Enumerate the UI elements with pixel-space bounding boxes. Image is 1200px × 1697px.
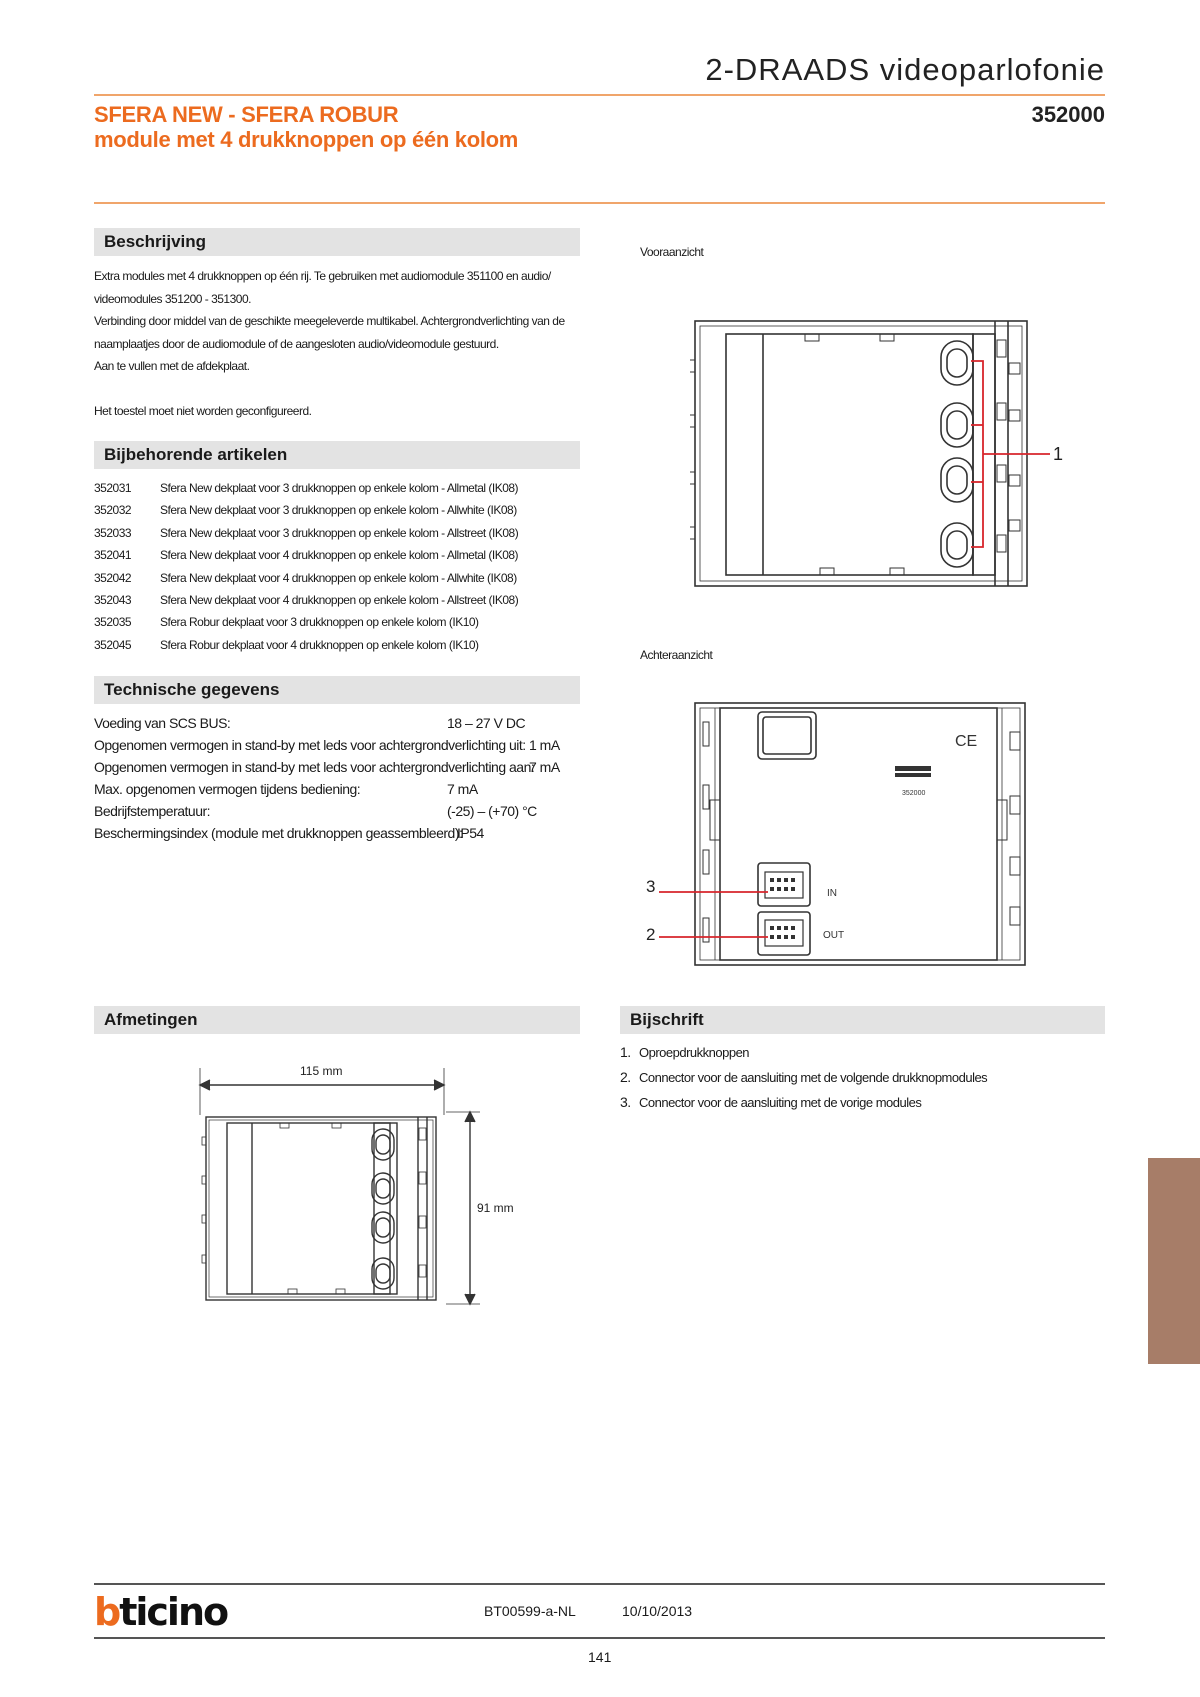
spec-value: 7 mA [529, 759, 560, 775]
table-row [94, 778, 614, 800]
article-text: Sfera New dekplaat voor 3 drukknoppen op enkele kolom - Allmetal (IK08) [160, 481, 519, 495]
description-line: Verbinding door middel van de geschikte meegeleverde multikabel. Achtergrondverlichting van de [94, 314, 565, 328]
spec-value: 7 mA [447, 781, 478, 797]
article-code: 352035 [94, 615, 132, 630]
header-bottom-rule [94, 202, 1105, 204]
description-line: videomodules 351200 - 351300. [94, 291, 251, 306]
front-view-drawing [690, 315, 1070, 590]
table-row [94, 800, 614, 822]
spec-value: 1 mA [529, 737, 560, 753]
spec-label: Beschermingsindex (module met drukknoppen geassembleerd): [94, 825, 463, 841]
article-text: Sfera Robur dekplaat voor 4 drukknoppen op enkele kolom (IK10) [160, 637, 479, 652]
article-code: 352043 [94, 592, 132, 607]
article-text: Sfera New dekplaat voor 4 drukknoppen op enkele kolom - Allwhite (IK08) [160, 570, 517, 585]
list-item [94, 522, 594, 544]
table-row [94, 734, 614, 756]
document-reference: BT00599-a-NL [484, 1603, 576, 1619]
document-date: 10/10/2013 [622, 1603, 693, 1619]
back-view-label: Achteraanzicht [640, 648, 713, 662]
list-item [94, 477, 594, 499]
section-heading-articles: Bijbehorende artikelen [94, 441, 580, 469]
ce-mark: CE [955, 733, 978, 750]
table-row [94, 712, 614, 734]
dimensions-drawing [190, 1060, 530, 1310]
spec-label: Voeding van SCS BUS: [94, 715, 231, 731]
list-item [620, 1065, 987, 1090]
callout-1-label: 1 [1053, 444, 1064, 464]
legend-number: 1. [620, 1044, 631, 1060]
article-code: 352041 [94, 548, 132, 563]
table-row [94, 822, 614, 844]
spec-label: Bedrijfstemperatuur: [94, 803, 211, 819]
logo-text: ticino [119, 1590, 228, 1634]
description-text [94, 265, 584, 422]
list-item [94, 544, 594, 566]
technical-table [94, 712, 614, 844]
article-code: 352031 [94, 481, 132, 495]
list-item [620, 1040, 987, 1065]
back-view-drawing [640, 700, 1040, 970]
legend-list [620, 1040, 987, 1115]
description-line: Aan te vullen met de afdekplaat. [94, 359, 250, 373]
list-item [94, 567, 594, 589]
bticino-logo [94, 1592, 227, 1632]
height-dimension-label: 91 mm [477, 1201, 514, 1215]
spec-label: Opgenomen vermogen in stand-by met leds voor achtergrondverlichting aan: [94, 759, 535, 775]
width-dimension-label: 115 mm [300, 1064, 343, 1078]
article-code: 352045 [94, 637, 132, 652]
list-item [94, 589, 594, 611]
article-code: 352042 [94, 570, 132, 585]
chapter-side-tab [1148, 1158, 1200, 1364]
logo-letter: b [94, 1590, 120, 1634]
spec-label: Max. opgenomen vermogen tijdens bediening: [94, 781, 361, 797]
list-item [620, 1090, 987, 1115]
article-text: Sfera New dekplaat voor 3 drukknoppen op enkele kolom - Allstreet (IK08) [160, 525, 519, 540]
section-heading-description: Beschrijving [94, 228, 580, 256]
label-product-code: 352000 [902, 790, 926, 797]
spec-value: (-25) – (+70) °C [447, 803, 537, 819]
spec-value: IP54 [457, 825, 484, 841]
document-category: 2-DRAADS videoparlofonie [705, 52, 1105, 87]
front-view-label: Vooraanzicht [640, 245, 704, 259]
header-rule [94, 94, 1105, 96]
footer-bottom-rule [94, 1637, 1105, 1639]
article-text: Sfera New dekplaat voor 4 drukknoppen op enkele kolom - Allmetal (IK08) [160, 548, 519, 563]
legend-text: Connector voor de aansluiting met de volgende drukknopmodules [639, 1070, 988, 1085]
page-number: 141 [588, 1649, 612, 1665]
callout-3-label: 3 [646, 877, 656, 896]
description-line: Extra modules met 4 drukknoppen op één rij. Te gebruiken met audiomodule 351100 en audio/ [94, 269, 551, 283]
footer-top-rule [94, 1583, 1105, 1585]
product-subtitle: module met 4 drukknoppen op één kolom [94, 127, 519, 152]
spec-value: 18 – 27 V DC [447, 715, 526, 731]
legend-text: Connector voor de aansluiting met de vorige modules [639, 1095, 922, 1110]
legend-number: 2. [620, 1069, 631, 1085]
legend-number: 3. [620, 1094, 631, 1110]
product-title: SFERA NEW - SFERA ROBUR [94, 102, 399, 127]
spec-label: Opgenomen vermogen in stand-by met leds voor achtergrondverlichting uit: [94, 737, 526, 753]
list-item [94, 634, 594, 656]
article-text: Sfera New dekplaat voor 4 drukknoppen op enkele kolom - Allstreet (IK08) [160, 592, 519, 607]
article-text: Sfera Robur dekplaat voor 3 drukknoppen op enkele kolom (IK10) [160, 615, 479, 630]
product-code: 352000 [1031, 102, 1105, 127]
description-line: naamplaatjes door de audiomodule of de aangesloten audio/videomodule gestuurd. [94, 336, 499, 351]
list-item [94, 611, 594, 633]
table-row [94, 756, 614, 778]
port-in-label: IN [827, 888, 837, 899]
section-heading-legend: Bijschrift [620, 1006, 1105, 1034]
list-item [94, 499, 594, 521]
callout-2-label: 2 [646, 925, 656, 944]
articles-list [94, 477, 594, 656]
article-code: 352033 [94, 525, 132, 540]
port-out-label: OUT [823, 930, 845, 941]
article-code: 352032 [94, 503, 132, 518]
legend-text: Oproepdrukknoppen [639, 1045, 750, 1060]
description-note: Het toestel moet niet worden geconfigureerd. [94, 403, 312, 418]
section-heading-dimensions: Afmetingen [94, 1006, 580, 1034]
article-text: Sfera New dekplaat voor 3 drukknoppen op enkele kolom - Allwhite (IK08) [160, 503, 517, 518]
section-heading-technical: Technische gegevens [94, 676, 580, 704]
